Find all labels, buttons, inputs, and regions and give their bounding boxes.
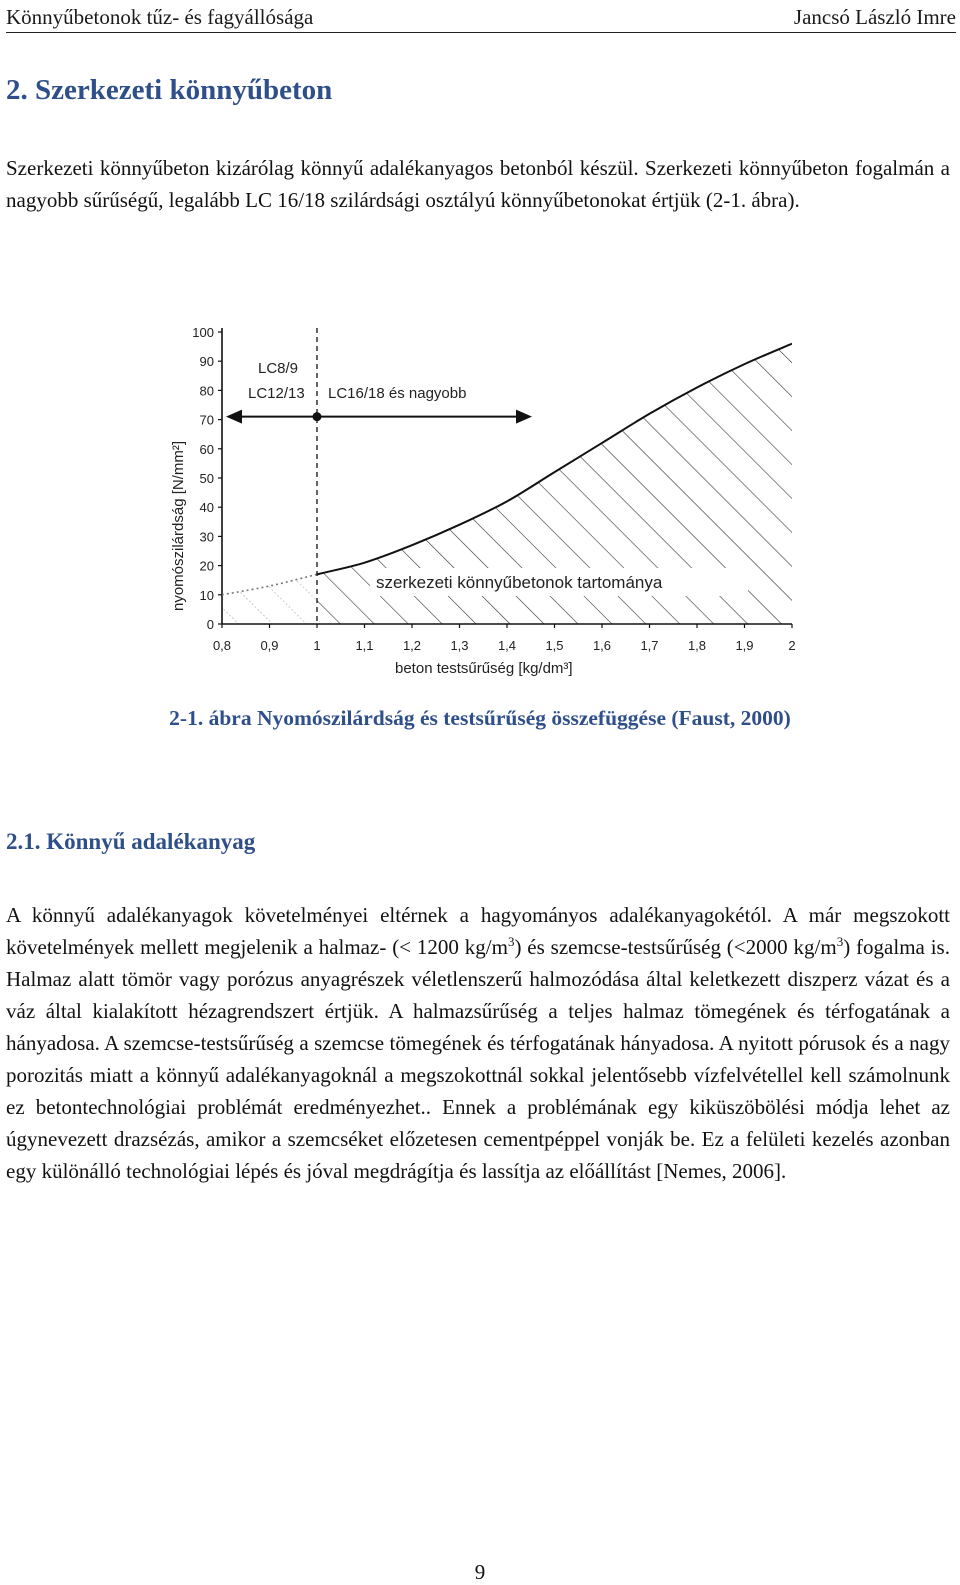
chart-y-tick-label: 60 bbox=[199, 441, 214, 457]
header-author: Jancsó László Imre bbox=[793, 4, 956, 29]
figure-caption: 2-1. ábra Nyomószilárdság és testsűrűség összefüggése (Faust, 2000) bbox=[169, 706, 791, 730]
chart-x-tick-label: 1,2 bbox=[402, 638, 422, 653]
chart-x-axis-label: beton testsűrűség [kg/dm³] bbox=[395, 660, 573, 677]
header-title: Könnyűbetonok tűz- és fagyállósága bbox=[6, 4, 314, 29]
chart-x-tick-label: 1,8 bbox=[687, 638, 707, 653]
chart-y-tick-label: 80 bbox=[199, 383, 214, 399]
body-paragraph bbox=[6, 899, 950, 1187]
chart-annotation-lc16: LC16/18 és nagyobb bbox=[328, 385, 467, 402]
subsection-title: 2.1. Könnyű adalékanyag bbox=[6, 829, 256, 854]
chart-region-label: szerkezeti könnyűbetonok tartománya bbox=[376, 573, 663, 592]
chart-x-ticks bbox=[213, 624, 796, 653]
chart-x-tick-label: 2 bbox=[788, 638, 796, 653]
chart-y-tick-label: 100 bbox=[192, 325, 214, 340]
body-sup-1: 3 bbox=[507, 934, 515, 949]
body-sup-2: 3 bbox=[836, 934, 844, 949]
chart-arrow-left-head bbox=[226, 410, 242, 424]
figure-chart bbox=[0, 318, 960, 698]
chart-range-arrow bbox=[226, 410, 532, 424]
chart-x-tick-label: 1,6 bbox=[592, 638, 612, 653]
chart-y-tick-label: 40 bbox=[199, 500, 214, 516]
body-text-1: A könnyű adalékanyagok követelményei eltérnek a hagyományos adalékanyagokétól. A már megszokott követelmények mellett megjelenik a halmaz- (< 1200 kg/m bbox=[6, 903, 950, 959]
chart-y-ticks bbox=[192, 325, 222, 632]
chart-x-tick-label: 1 bbox=[313, 638, 321, 653]
chart-x-tick-label: 1,7 bbox=[640, 638, 659, 653]
chart-y-tick-label: 10 bbox=[199, 587, 214, 603]
chart-y-tick-label: 30 bbox=[199, 529, 214, 545]
chart-x-tick-label: 1,9 bbox=[735, 638, 754, 653]
page-number: 9 bbox=[474, 1560, 486, 1584]
chart-x-tick-label: 1,1 bbox=[355, 638, 374, 653]
body-text-2: ) és szemcse-testsűrűség (<2000 kg/m bbox=[514, 935, 837, 959]
body-text-3: ) fogalma is. Halmaz alatt tömör vagy porózus anyagrészek véletlenszerű halmozódása által keletkezett diszperz vázat és a váz által kialakított hézagrendszert értjük. A halmazsűrűség a teljes halmaz tömegének és térfogatának a hányadosa. A szemcse-testsűrűség a szemcse tömegének és térfogatának hányadosa. A nyitott pórusok és a nagy porozitás miatt a könnyű adalékanyagoknál a megszokottnál sokkal jelentősebb vízfelvétellel kell számolnunk ez betontechnológiai problémát eredményezhet.. Ennek a problémának egy kiküszöbölési módja lehet az úgynevezett drazsézás, amikor a szemcséket előzetesen cementpéppel vonják be. Ez a felületi kezelés azonban egy különálló technológiai lépés és jóval megdrágítja és lassítja az előállítást [Nemes, 2006]. bbox=[6, 935, 950, 1183]
chart-annotation-lc12: LC12/13 bbox=[248, 385, 305, 402]
chart-x-tick-label: 1,5 bbox=[545, 638, 564, 653]
chart-y-tick-label: 70 bbox=[199, 412, 214, 428]
chart-annotation-lc8: LC8/9 bbox=[258, 360, 299, 377]
chart-x-tick-label: 1,3 bbox=[450, 638, 469, 653]
chart-y-tick-label: 90 bbox=[199, 354, 214, 370]
chart-y-axis-label: nyomószilárdság [N/mm²] bbox=[170, 440, 187, 611]
chart-x-tick-label: 1,4 bbox=[497, 638, 517, 653]
intro-paragraph: Szerkezeti könnyűbeton kizárólag könnyű adalékanyagos betonból készül. Szerkezeti könnyűbeton fogalmán a nagyobb sűrűségű, legalább LC 16/18 szilárdsági osztályú könnyűbetonokat értjük (2-1. ábra). bbox=[6, 156, 950, 212]
chart-x-tick-label: 0,8 bbox=[212, 638, 232, 653]
chart-y-tick-label: 20 bbox=[199, 558, 214, 574]
chart-y-tick-label: 50 bbox=[199, 471, 214, 486]
section-title: 2. Szerkezeti könnyűbeton bbox=[6, 74, 333, 106]
chart-y-tick-label: 0 bbox=[206, 617, 214, 632]
page-header bbox=[6, 2, 956, 33]
chart-x-tick-label: 0,9 bbox=[260, 638, 279, 653]
chart-arrow-right-head bbox=[516, 410, 532, 424]
